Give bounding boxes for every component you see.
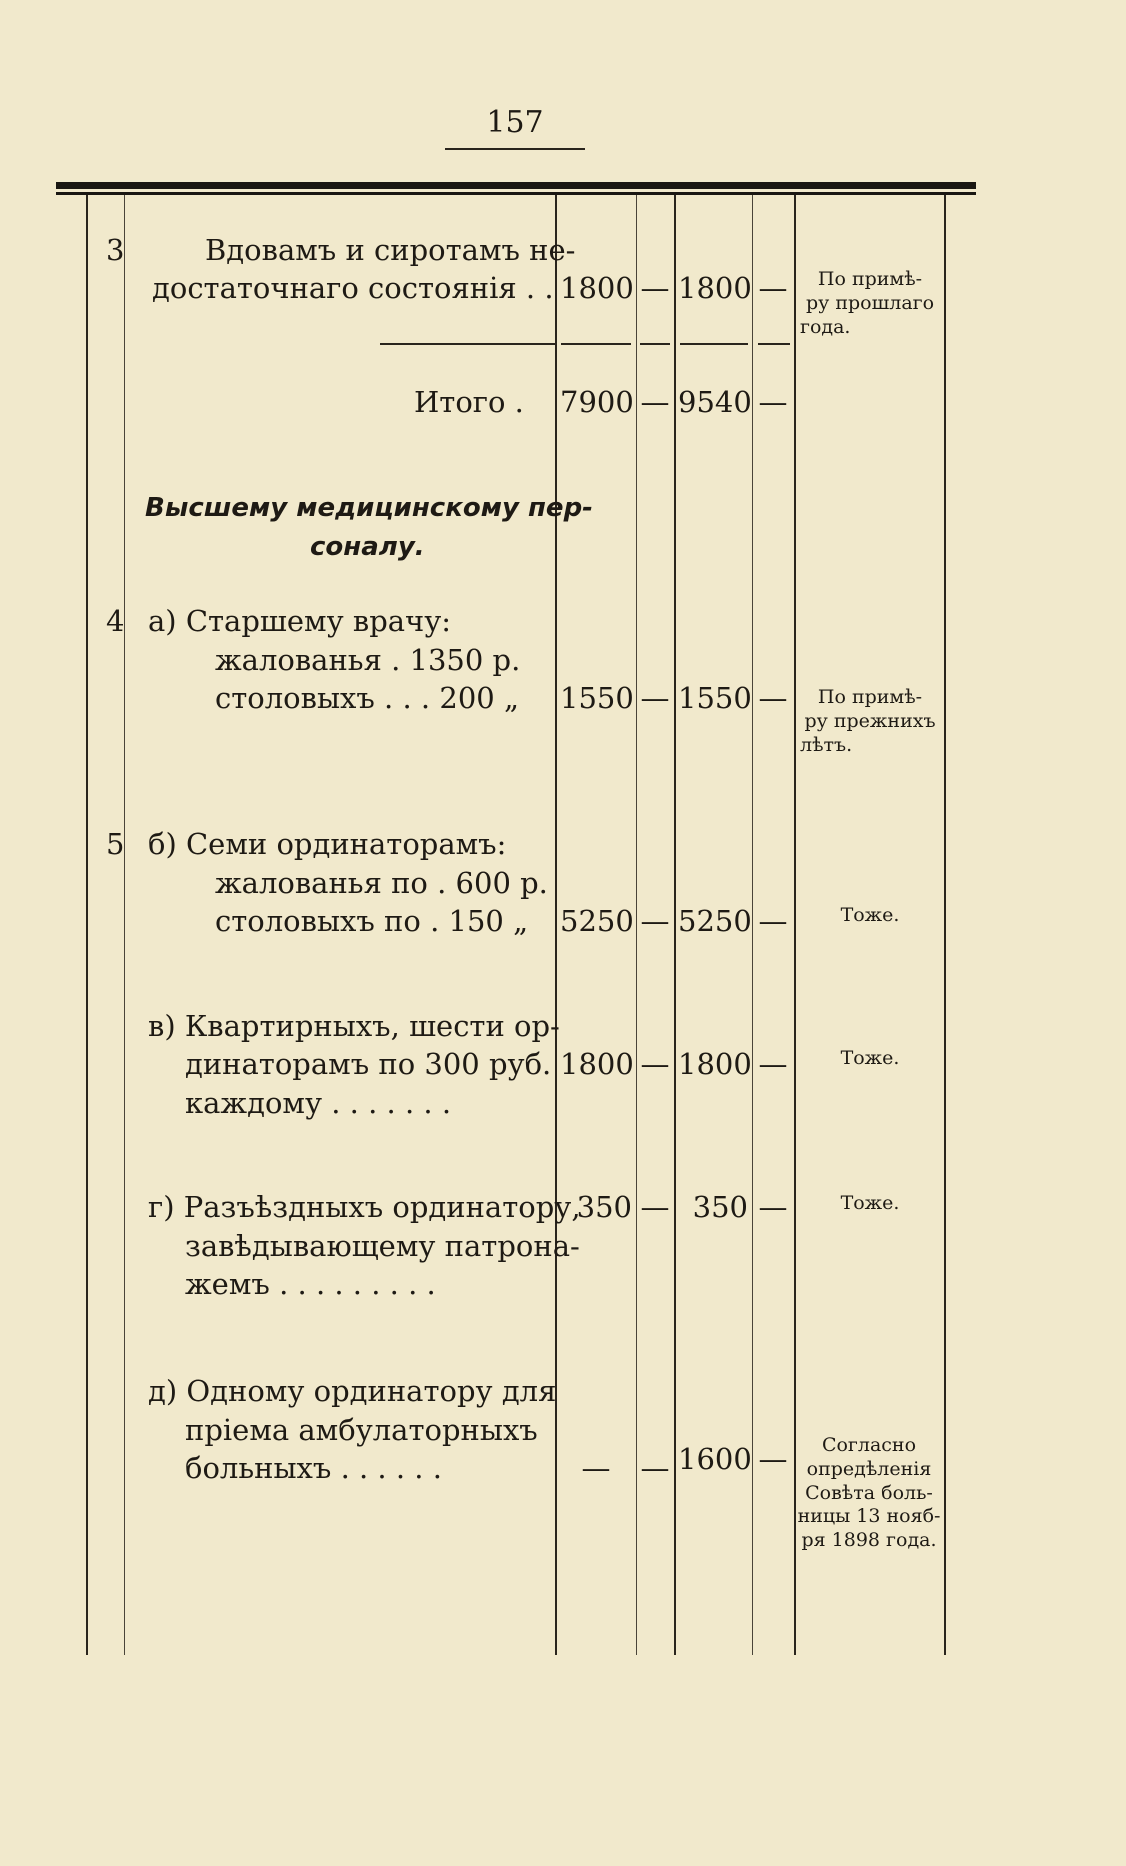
remark xyxy=(800,1047,940,1071)
kopeck-dash-1: — xyxy=(640,681,670,715)
remark xyxy=(800,1192,940,1216)
amount-2: 1550 xyxy=(678,681,752,715)
remark xyxy=(800,904,940,928)
remark-line: ря 1898 года. xyxy=(801,1529,937,1551)
kopeck-dash-2: — xyxy=(758,1442,788,1476)
row-text-line: достаточнаго состоянія . . xyxy=(152,271,554,305)
kopeck-dash-1: — xyxy=(640,1047,670,1081)
remark xyxy=(800,686,940,757)
remark-line: Тоже. xyxy=(840,1192,900,1214)
amount-2: 5250 xyxy=(678,904,752,938)
page-number-rule xyxy=(445,148,585,150)
row-text-line: каждому . . . . . . . xyxy=(185,1086,452,1120)
amount-2: 1800 xyxy=(678,271,752,305)
total-amount-2: 9540 xyxy=(678,385,752,419)
table-top-band-thin xyxy=(56,192,976,195)
remark-line: опредѣленія xyxy=(806,1457,932,1480)
remark-line: Тоже. xyxy=(840,1047,900,1069)
kopeck-dash-2: — xyxy=(758,385,788,419)
amount-1: 1550 xyxy=(560,681,634,715)
total-label: Итого . xyxy=(414,385,524,419)
rule-amount2-left xyxy=(674,195,676,1655)
kopeck-dash-1: — xyxy=(640,904,670,938)
subtotal-rule-amount1 xyxy=(561,343,631,345)
row-text-line: Вдовамъ и сиротамъ не- xyxy=(205,233,576,267)
remark-line: Совѣта боль- xyxy=(805,1481,933,1504)
row-text-line: в) Квартирныхъ, шести ор- xyxy=(148,1009,560,1043)
amount-1: 1800 xyxy=(560,271,634,305)
rule-number-left xyxy=(86,195,88,1655)
remark-line: лѣтъ. xyxy=(800,733,853,756)
remark-line: ницы 13 нояб- xyxy=(797,1505,941,1528)
kopeck-dash-2: — xyxy=(758,1190,788,1224)
section-heading-line: Высшему медицинскому пер- xyxy=(145,493,593,523)
row-text-line: динаторамъ по 300 руб. xyxy=(185,1047,552,1081)
amount-1: — xyxy=(581,1451,611,1485)
subtotal-rule-text xyxy=(380,343,555,345)
amount-1: 5250 xyxy=(560,904,634,938)
row-text-line: а) Старшему врачу: xyxy=(148,604,452,638)
row-text-line: пріема амбулаторныхъ xyxy=(185,1413,538,1447)
remark-line: Тоже. xyxy=(840,904,900,926)
kopeck-dash-2: — xyxy=(758,681,788,715)
kopeck-dash-1: — xyxy=(640,1451,670,1485)
row-text-line: б) Семи ординаторамъ: xyxy=(148,827,507,861)
row-number: 5 xyxy=(106,827,125,861)
row-text-line: больныхъ . . . . . . xyxy=(185,1451,442,1485)
total-amount-1: 7900 xyxy=(560,385,634,419)
rule-amount1-left xyxy=(555,195,557,1655)
row-text-line: жалованья по . 600 р. xyxy=(215,866,548,900)
amount-2: 350 xyxy=(692,1190,748,1224)
remark-line: года. xyxy=(800,315,851,338)
table-top-band xyxy=(56,182,976,189)
kopeck-dash-2: — xyxy=(758,904,788,938)
kopeck-dash-1: — xyxy=(640,1190,670,1224)
amount-2: 1600 xyxy=(678,1442,752,1476)
row-text-line: столовыхъ по . 150 „ xyxy=(215,904,529,938)
row-number: 3 xyxy=(106,233,125,267)
remark xyxy=(794,1434,944,1553)
kopeck-dash-1: — xyxy=(640,385,670,419)
remark-line: По примѣ- xyxy=(817,686,923,708)
rule-number-right xyxy=(124,195,125,1655)
remark-line: По примѣ- xyxy=(817,268,923,290)
subtotal-rule-kop2 xyxy=(758,343,790,345)
kopeck-dash-2: — xyxy=(758,1047,788,1081)
remark xyxy=(800,268,940,339)
subtotal-rule-kop1 xyxy=(640,343,670,345)
remark-line: ру прошлаго xyxy=(805,291,935,314)
row-text-line: д) Одному ординатору для xyxy=(148,1374,557,1408)
row-number: 4 xyxy=(106,604,125,638)
row-text-line: г) Разъѣздныхъ ординатору, xyxy=(148,1190,581,1224)
row-text-line: жемъ . . . . . . . . . xyxy=(185,1267,436,1301)
amount-1: 350 xyxy=(576,1190,632,1224)
amount-2: 1800 xyxy=(678,1047,752,1081)
rule-amount2-mid xyxy=(752,195,753,1655)
page-number: 157 xyxy=(486,105,544,140)
amount-1: 1800 xyxy=(560,1047,634,1081)
remark-line: ру прежнихъ xyxy=(804,709,936,732)
kopeck-dash-2: — xyxy=(758,271,788,305)
remark-line: Согласно xyxy=(821,1434,917,1456)
subtotal-rule-amount2 xyxy=(680,343,748,345)
section-heading-line: соналу. xyxy=(310,532,425,562)
rule-remarks-right xyxy=(944,195,946,1655)
kopeck-dash-1: — xyxy=(640,271,670,305)
row-text-line: столовыхъ . . . 200 „ xyxy=(215,681,519,715)
row-text-line: завѣдывающему патрона- xyxy=(185,1229,580,1263)
rule-amount1-mid xyxy=(636,195,637,1655)
row-text-line: жалованья . 1350 р. xyxy=(215,643,521,677)
